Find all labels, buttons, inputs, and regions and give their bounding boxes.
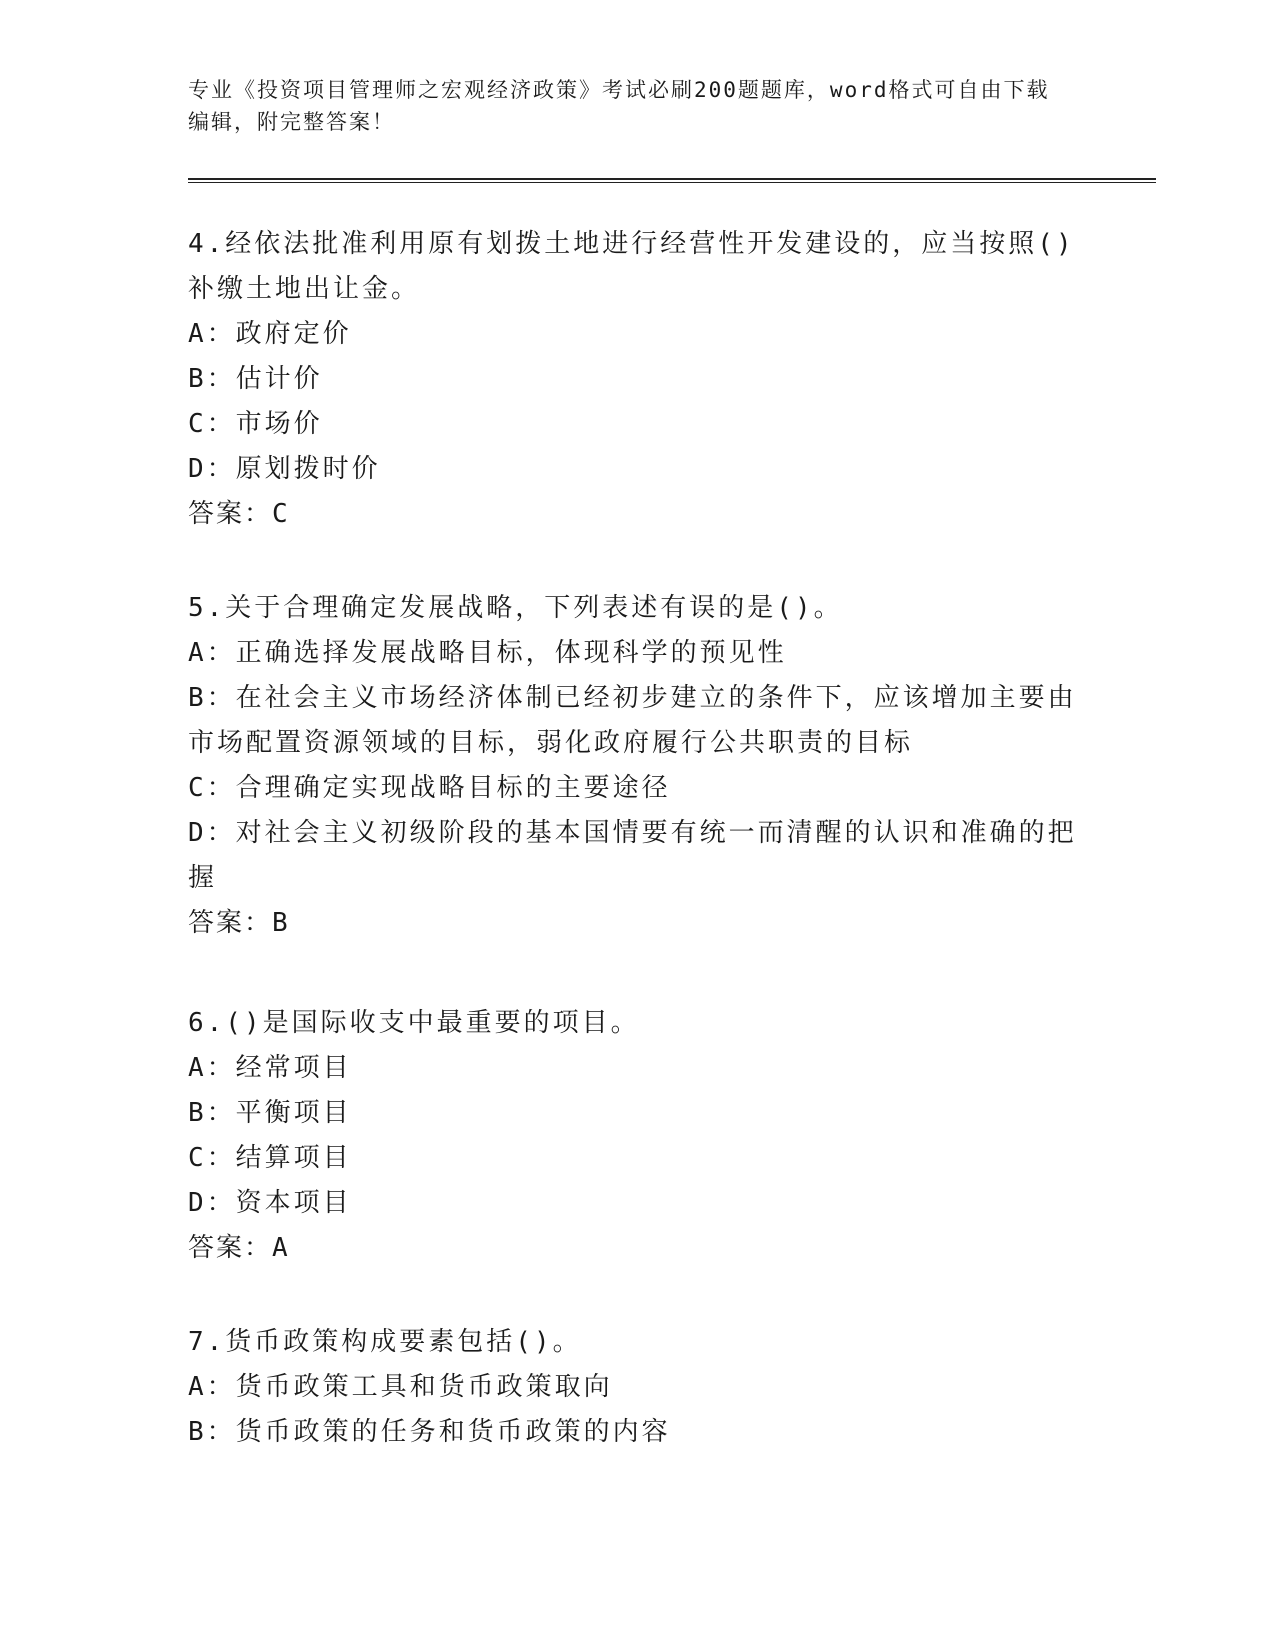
option-c: C：结算项目 xyxy=(188,1143,352,1173)
answer-value: A xyxy=(272,1233,290,1263)
option-a: A：货币政策工具和货币政策取向 xyxy=(188,1372,613,1402)
option-d: D：资本项目 xyxy=(188,1188,352,1218)
answer xyxy=(188,1226,1088,1271)
question-stem: 7.货币政策构成要素包括()。 xyxy=(188,1327,582,1357)
document-header: 专业《投资项目管理师之宏观经济政策》考试必刷200题题库，word格式可自由下载编辑，附完整答案！ xyxy=(188,78,1050,134)
answer-value: C xyxy=(272,499,290,529)
option-a: A：正确选择发展战略目标，体现科学的预见性 xyxy=(188,638,787,668)
option-a: A：政府定价 xyxy=(188,319,352,349)
answer xyxy=(188,492,1088,537)
question-stem: 6.()是国际收支中最重要的项目。 xyxy=(188,1008,640,1038)
question-4 xyxy=(188,222,1088,537)
option-b: B：在社会主义市场经济体制已经初步建立的条件下，应该增加主要由市场配置资源领域的目标，弱化政府履行公共职责的目标 xyxy=(188,683,1077,758)
option-d: D：对社会主义初级阶段的基本国情要有统一而清醒的认识和准确的把握 xyxy=(188,818,1077,893)
option-a: A：经常项目 xyxy=(188,1053,352,1083)
question-6 xyxy=(188,1001,1088,1271)
answer-value: B xyxy=(272,908,290,938)
answer-label: 答案： xyxy=(188,908,273,938)
answer-label: 答案： xyxy=(188,499,273,529)
option-b: B：平衡项目 xyxy=(188,1098,352,1128)
option-b: B：估计价 xyxy=(188,364,323,394)
option-b: B：货币政策的任务和货币政策的内容 xyxy=(188,1417,671,1447)
question-stem: 4.经依法批准利用原有划拨土地进行经营性开发建设的，应当按照()补缴土地出让金。 xyxy=(188,229,1075,304)
question-stem: 5.关于合理确定发展战略，下列表述有误的是()。 xyxy=(188,593,843,623)
question-5 xyxy=(188,586,1088,946)
option-c: C：市场价 xyxy=(188,409,323,439)
answer-label: 答案： xyxy=(188,1233,273,1263)
option-d: D：原划拨时价 xyxy=(188,454,381,484)
header-divider xyxy=(188,178,1156,183)
answer xyxy=(188,901,1088,946)
question-7 xyxy=(188,1320,1088,1455)
option-c: C：合理确定实现战略目标的主要途径 xyxy=(188,773,671,803)
